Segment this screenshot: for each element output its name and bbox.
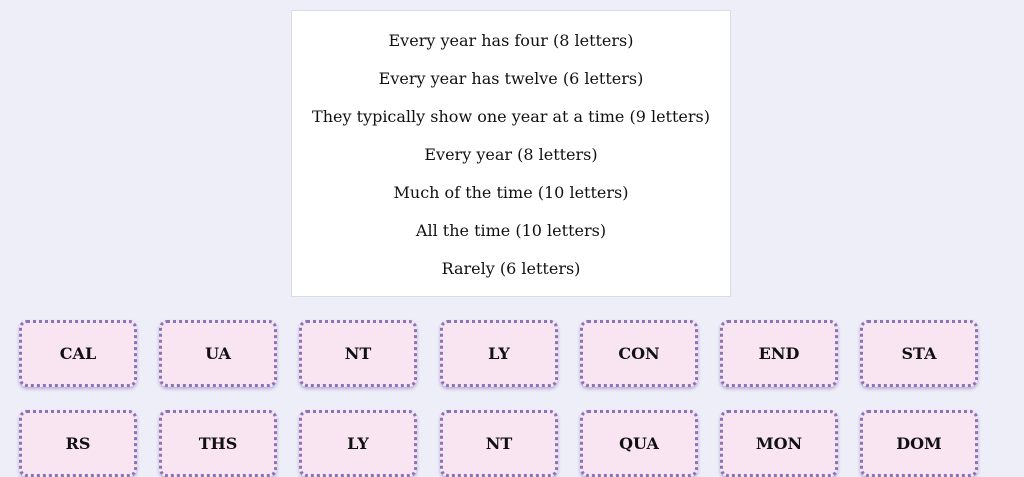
clue-5: Much of the time (10 letters) bbox=[393, 183, 629, 202]
clue-1: Every year has four (8 letters) bbox=[388, 31, 634, 50]
letter-tile[interactable]: RS bbox=[19, 410, 137, 477]
clue-6: All the time (10 letters) bbox=[415, 221, 607, 240]
clue-2: Every year has twelve (6 letters) bbox=[378, 69, 644, 88]
letter-tile[interactable]: LY bbox=[440, 320, 558, 387]
letter-tile[interactable]: LY bbox=[299, 410, 417, 477]
letter-tile[interactable]: DOM bbox=[860, 410, 978, 477]
letter-tile[interactable]: END bbox=[720, 320, 838, 387]
clue-7: Rarely (6 letters) bbox=[441, 259, 581, 278]
letter-tile[interactable]: CAL bbox=[19, 320, 137, 387]
letter-tile[interactable]: CON bbox=[580, 320, 698, 387]
clue-4: Every year (8 letters) bbox=[424, 145, 598, 164]
clue-3: They typically show one year at a time (9 letters) bbox=[312, 107, 710, 126]
clue-panel bbox=[291, 10, 731, 297]
letter-tile[interactable]: NT bbox=[299, 320, 417, 387]
letter-tile[interactable]: UA bbox=[159, 320, 277, 387]
letter-tile[interactable]: STA bbox=[860, 320, 978, 387]
letter-tile[interactable]: MON bbox=[720, 410, 838, 477]
letter-tile[interactable]: QUA bbox=[580, 410, 698, 477]
letter-tile[interactable]: NT bbox=[440, 410, 558, 477]
letter-tile[interactable]: THS bbox=[159, 410, 277, 477]
